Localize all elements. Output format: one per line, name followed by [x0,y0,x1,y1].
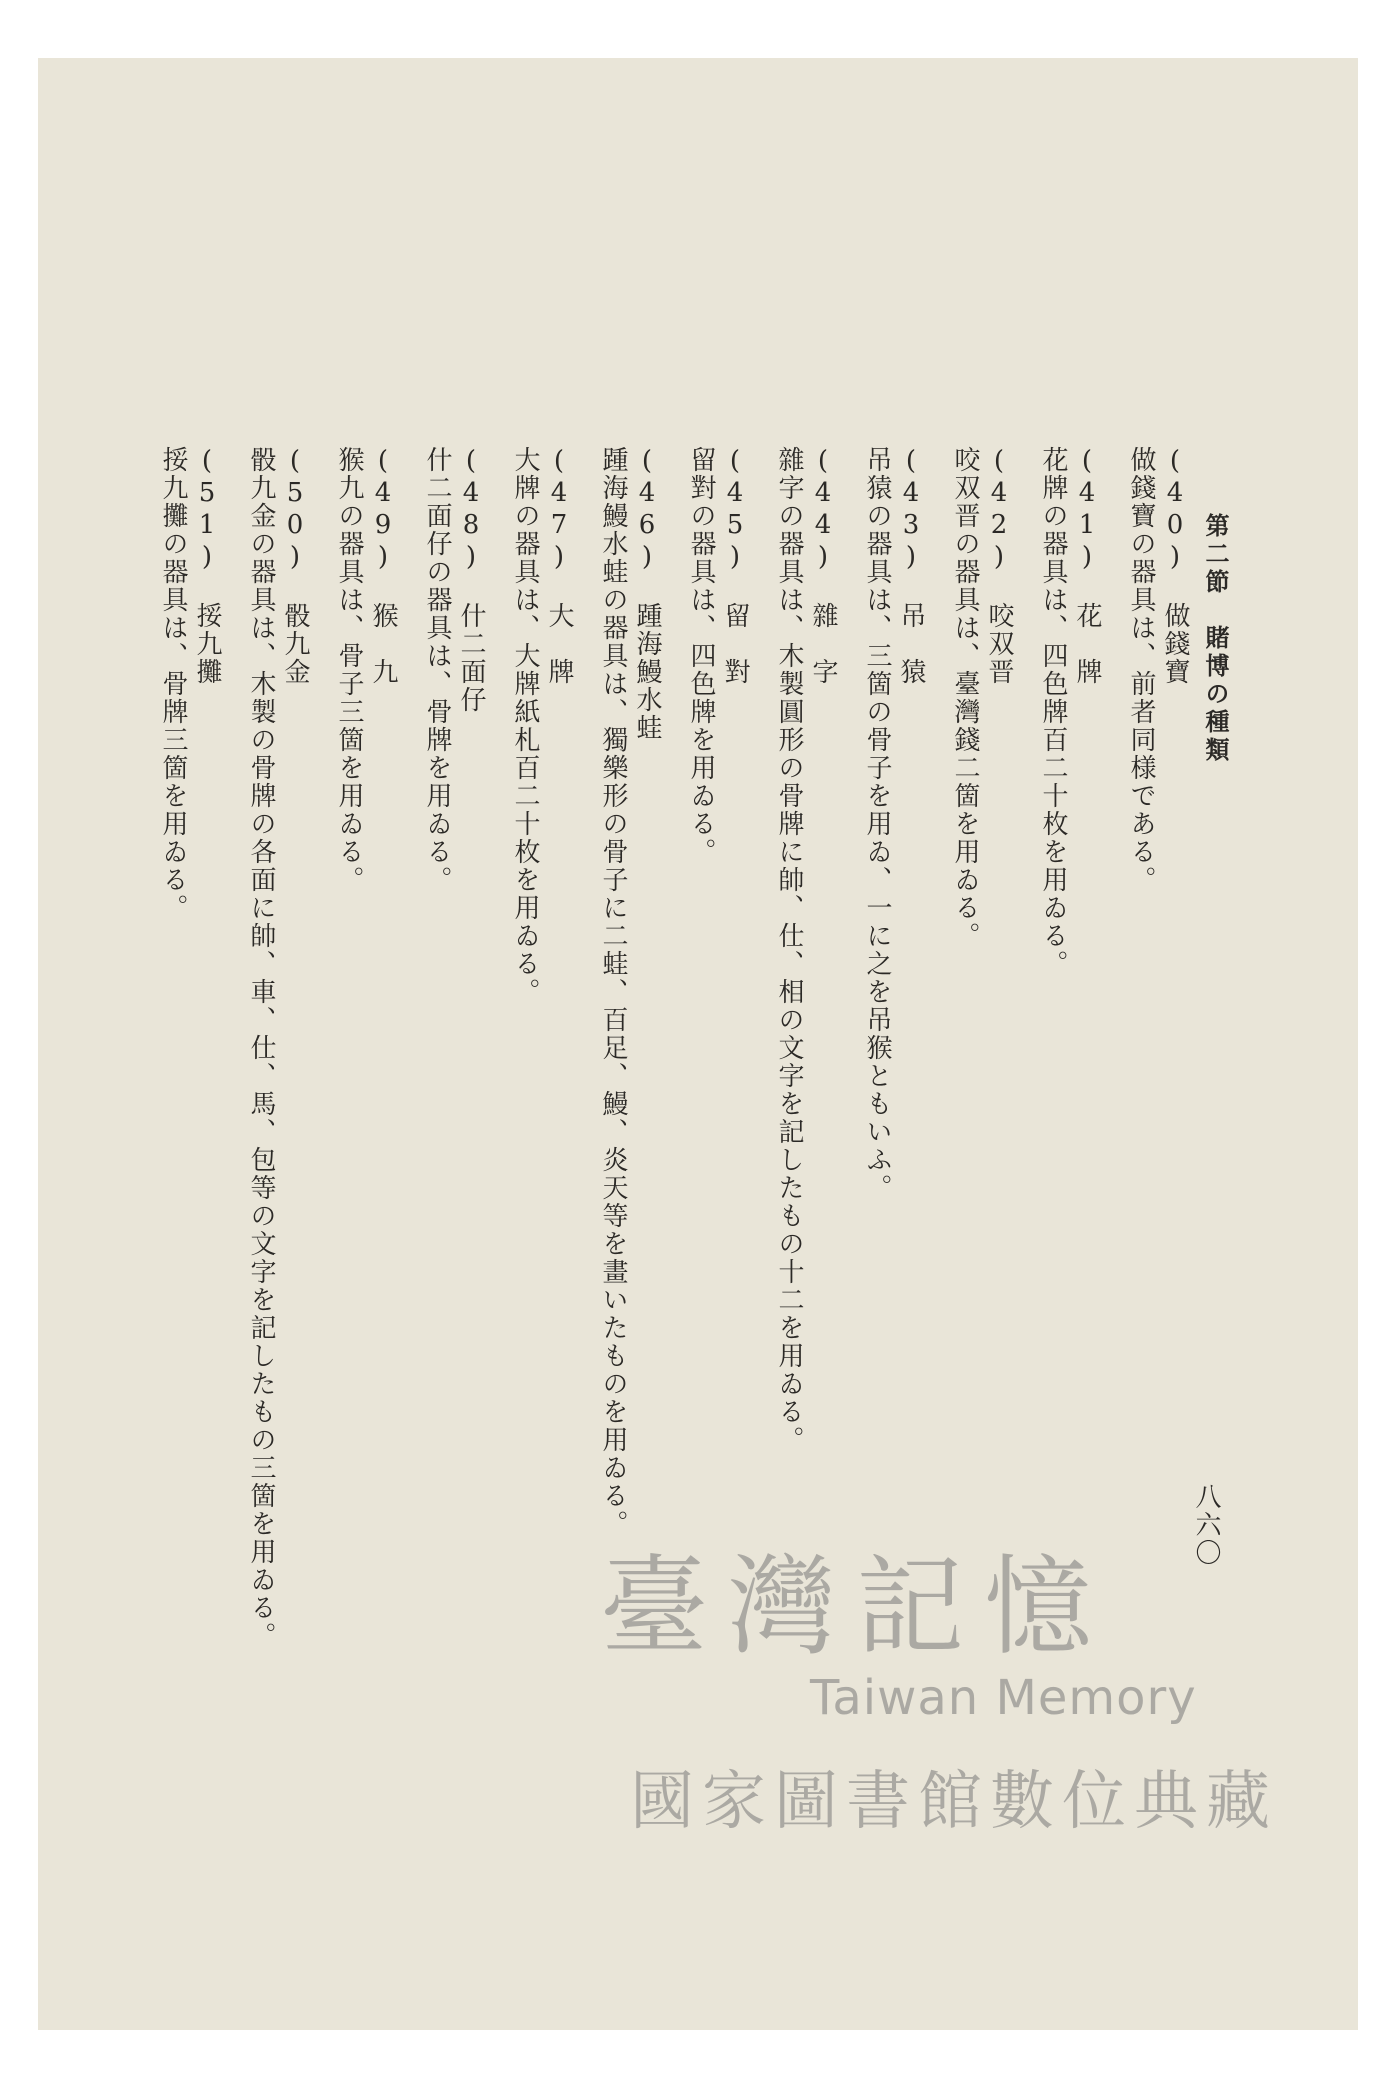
column-2: 做錢寶の器具は、前者同様である。 [1126,446,1156,894]
watermark-english: Taiwan Memory [810,1670,1197,1726]
column-13: (46) 踵海鰻水蛙 [632,446,662,742]
column-20: 猴九の器具は、骨子三箇を用ゐる。 [334,446,364,894]
column-19: (49) 猴 九 [368,446,398,686]
column-12: 留對の器具は、四色牌を用ゐる。 [686,446,716,866]
column-4: 花牌の器具は、四色牌百二十枚を用ゐる。 [1038,446,1068,978]
column-21: (50) 骰九金 [280,446,310,686]
column-1: (40) 做錢寶 [1160,446,1190,686]
column-9: (44) 雜 字 [808,446,838,686]
watermark [600,1520,1320,1940]
column-15: (47) 大 牌 [544,446,574,686]
watermark-chinese: 臺灣記憶 [600,1545,1113,1670]
column-6: 咬双晋の器具は、臺灣錢二箇を用ゐる。 [950,446,980,950]
section-header: 第二節 賭博の種類 [1201,513,1230,765]
column-24: 挼九攤の器具は、骨牌三箇を用ゐる。 [158,446,188,922]
column-18: 什二面仔の器具は、骨牌を用ゐる。 [422,446,452,894]
column-23: (51) 挼九攤 [192,446,222,686]
column-22: 骰九金の器具は、木製の骨牌の各面に帥、車、仕、馬、包等の文字を記したもの三箇を用ゐる。 [246,446,276,1650]
column-7: (43) 吊 猿 [896,446,926,686]
column-10: 雜字の器具は、木製圓形の骨牌に帥、仕、相の文字を記したもの十二を用ゐる。 [774,446,804,1454]
column-17: (48) 什二面仔 [456,446,486,714]
column-14: 踵海鰻水蛙の器具は、獨樂形の骨子に二蛙、百足、鰻、炎天等を畫いたものを用ゐる。 [598,446,628,1538]
column-16: 大牌の器具は、大牌紙札百二十枚を用ゐる。 [510,446,540,1006]
watermark-library: 國家圖書館數位典藏 [630,1765,1278,1839]
column-8: 吊猿の器具は、三箇の骨子を用ゐ、一に之を吊猴ともいふ。 [862,446,892,1202]
page-number: 八六〇 [1191,1483,1221,1567]
column-11: (45) 留 對 [720,446,750,686]
column-5: (42) 咬双晋 [984,446,1014,686]
column-3: (41) 花 牌 [1072,446,1102,686]
